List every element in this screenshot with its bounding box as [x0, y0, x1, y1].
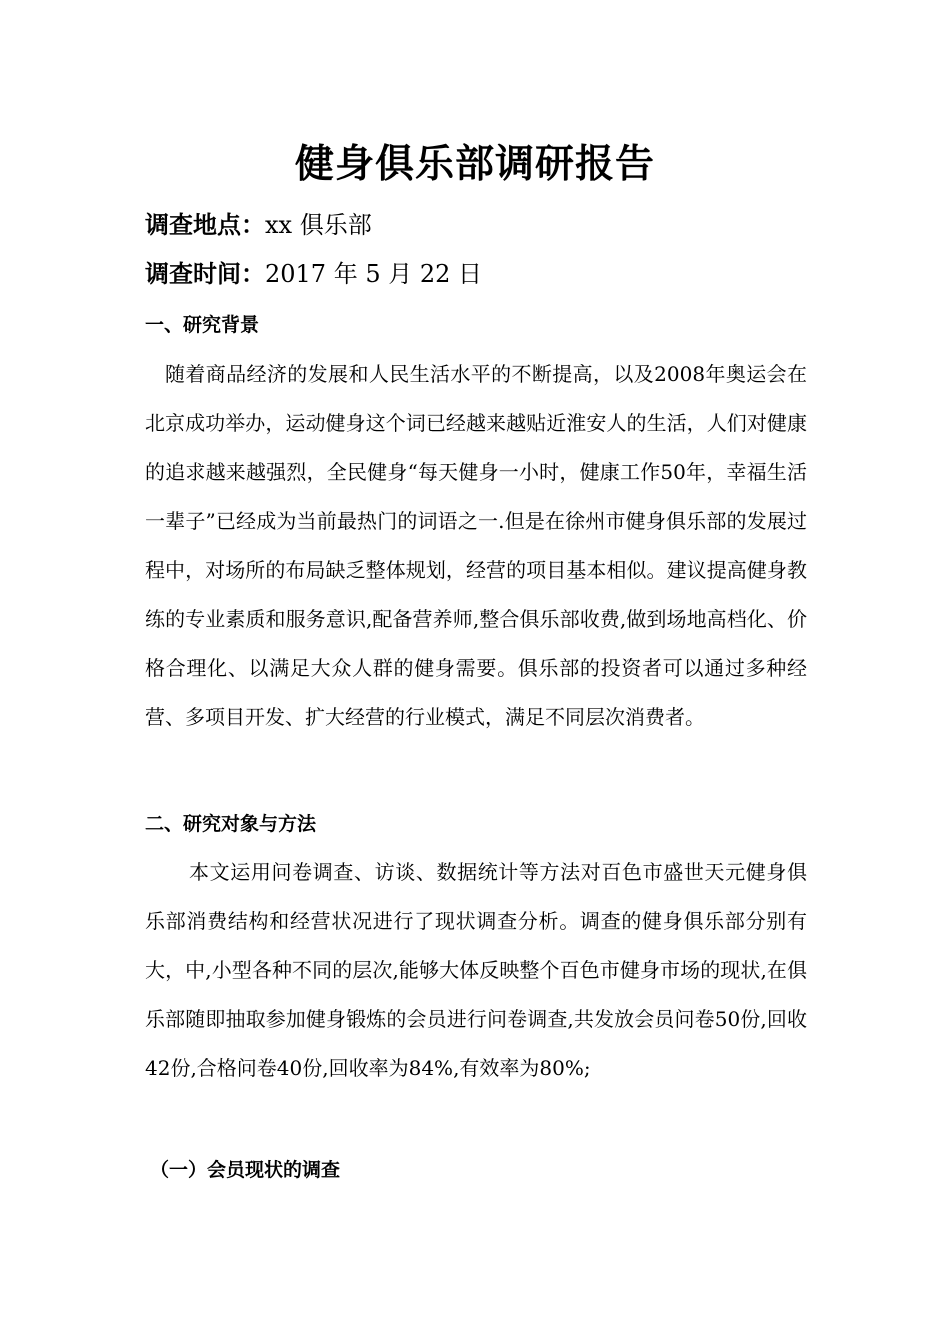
section-heading-methods: 二、研究对象与方法 — [145, 813, 317, 835]
section-paragraph-methods: 本文运用问卷调查、访谈、数据统计等方法对百色市盛世天元健身俱乐部消费结构和经营状况进行了现状调查分析。调查的健身俱乐部分别有大，中,小型各种不同的层次,能够大体反映整个百色市健身市场的现状,在俱乐部随即抽取参加健身锻炼的会员进行问卷调查,共发放会员问卷50份,回收42份,合格问卷40份,回收率为84%,有效率为80%; — [145, 860, 807, 1080]
survey-location-value: xx 俱乐部 — [265, 211, 372, 239]
survey-location-label: 调查地点： — [145, 211, 265, 239]
document-title: 健身俱乐部调研报告 — [294, 142, 655, 187]
subsection-heading-members: （一）会员现状的调查 — [150, 1159, 341, 1181]
survey-time-value: 2017 年 5 月 22 日 — [265, 260, 483, 288]
survey-time — [145, 256, 482, 292]
section-paragraph-background: 随着商品经济的发展和人民生活水平的不断提高，以及2008年奥运会在北京成功举办，运动健身这个词已经越来越贴近淮安人的生活，人们对健康的追求越来越强烈，全民健身“每天健身一小时，健康工作50年，幸福生活一辈子”已经成为当前最热门的词语之一.但是在徐州市健身俱乐部的发展过程中，对场所的布局缺乏整体规划，经营的项目基本相似。建议提高健身教练的专业素质和服务意识,配备营养师,整合俱乐部收费,做到场地高档化、价格合理化、以满足大众人群的健身需要。俱乐部的投资者可以通过多种经营、多项目开发、扩大经营的行业模式，满足不同层次消费者。 — [145, 362, 807, 729]
section-heading-background: 一、研究背景 — [145, 314, 260, 336]
survey-time-label: 调查时间： — [145, 260, 265, 288]
survey-location — [145, 207, 372, 243]
